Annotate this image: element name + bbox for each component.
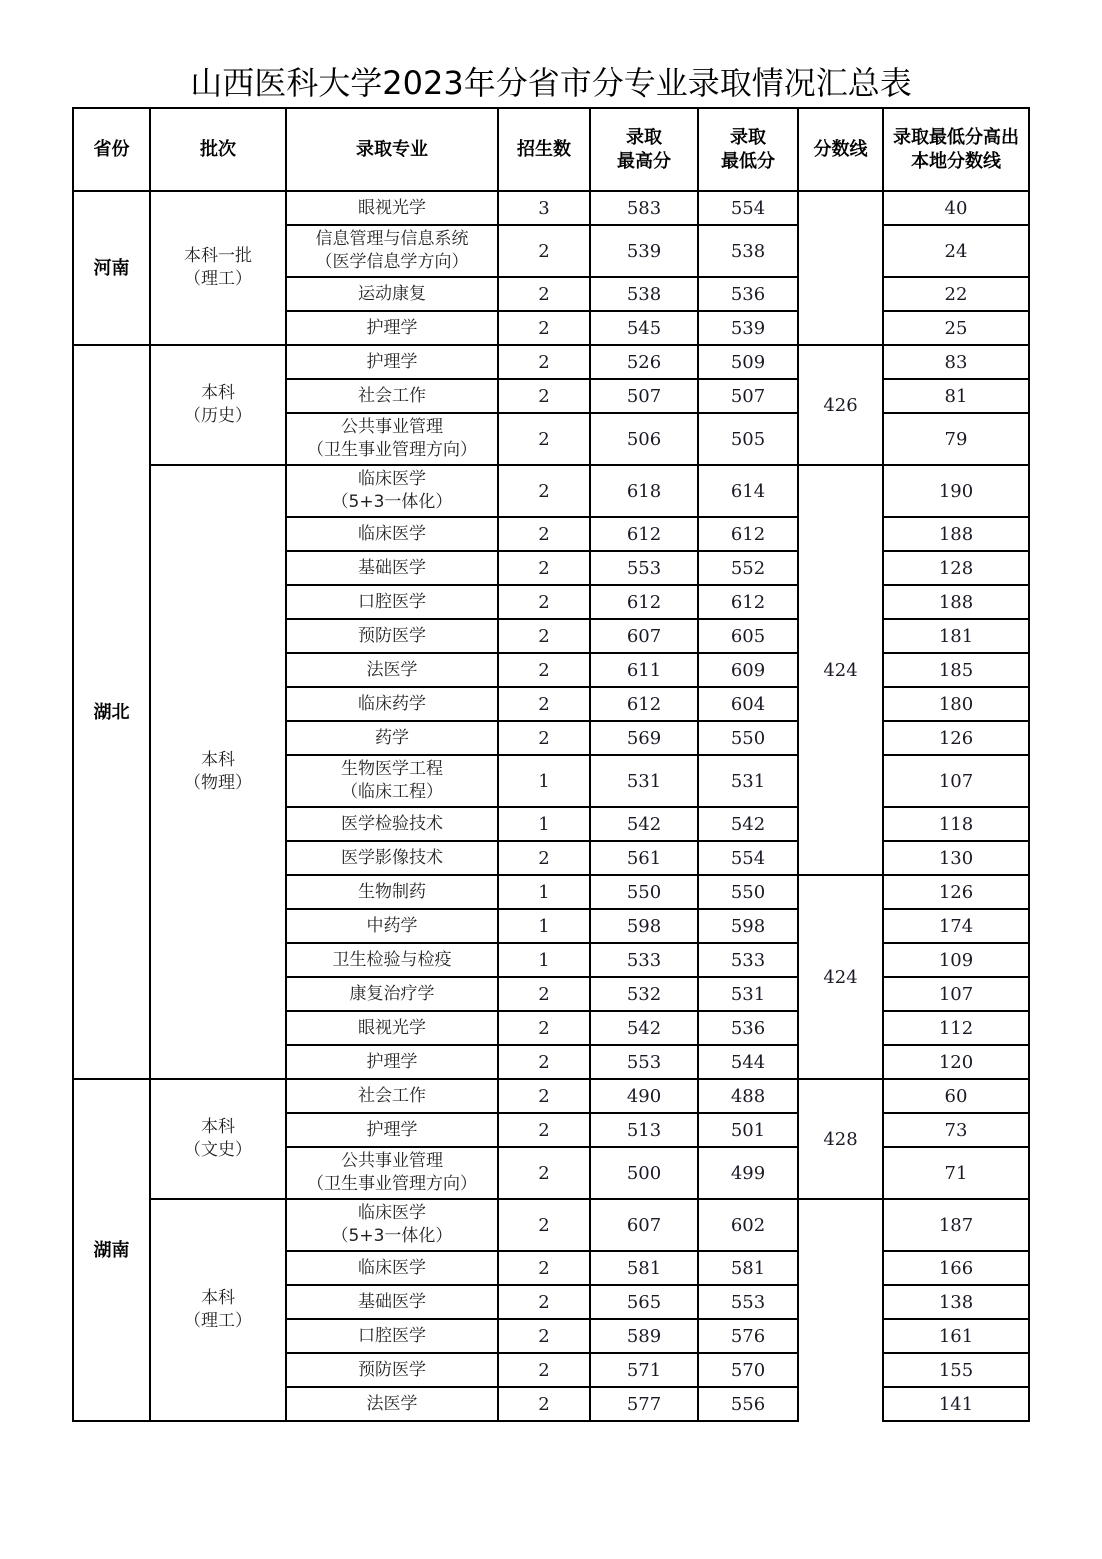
line-2: （理工）: [184, 269, 252, 289]
min-score-cell: 554: [698, 191, 798, 225]
quota-cell: 2: [498, 721, 590, 755]
quota-cell: 2: [498, 551, 590, 585]
max-score-cell: 513: [590, 1113, 698, 1147]
max-score-cell: 531: [590, 755, 698, 807]
quota-cell: 2: [498, 517, 590, 551]
above-cutoff-cell: 107: [883, 755, 1029, 807]
min-score-cell: 531: [698, 977, 798, 1011]
batch-cell: [150, 1079, 286, 1199]
above-cutoff-cell: 109: [883, 943, 1029, 977]
line-1: 本科一批: [184, 246, 252, 266]
line-2: （历史）: [184, 406, 252, 426]
line-1: 临床医学: [358, 469, 426, 489]
max-score-cell: 500: [590, 1147, 698, 1199]
cutoff-cell: 424: [798, 465, 883, 875]
major-cell: 护理学: [286, 1045, 498, 1079]
quota-cell: 2: [498, 841, 590, 875]
above-cutoff-cell: 128: [883, 551, 1029, 585]
max-score-cell: 507: [590, 379, 698, 413]
max-score-cell: 550: [590, 875, 698, 909]
quota-cell: 3: [498, 191, 590, 225]
header-above-cutoff: 录取最低分高出 本地分数线: [883, 108, 1029, 191]
above-cutoff-cell: 22: [883, 277, 1029, 311]
major-cell: 法医学: [286, 1387, 498, 1421]
major-cell: 法医学: [286, 653, 498, 687]
min-score-cell: 488: [698, 1079, 798, 1113]
major-cell: 临床医学: [286, 517, 498, 551]
major-cell: 医学检验技术: [286, 807, 498, 841]
line-1: 本科: [201, 750, 235, 770]
above-cutoff-cell: 166: [883, 1251, 1029, 1285]
major-cell: 预防医学: [286, 1353, 498, 1387]
table-row: [73, 465, 1029, 517]
major-cell: 运动康复: [286, 277, 498, 311]
min-score-cell: 552: [698, 551, 798, 585]
min-score-cell: 499: [698, 1147, 798, 1199]
major-cell: 临床医学: [286, 1251, 498, 1285]
line-1: 本科: [201, 1117, 235, 1137]
above-cutoff-cell: 130: [883, 841, 1029, 875]
above-cutoff-cell: 107: [883, 977, 1029, 1011]
header-min-score: 录取 最低分: [698, 108, 798, 191]
batch-cell: [150, 1199, 286, 1421]
max-score-cell: 569: [590, 721, 698, 755]
header-cutoff: 分数线: [798, 108, 883, 191]
max-score-cell: 506: [590, 413, 698, 465]
max-score-cell: 545: [590, 311, 698, 345]
header-quota: 招生数: [498, 108, 590, 191]
province-cell: 湖南: [73, 1079, 150, 1421]
quota-cell: 2: [498, 1011, 590, 1045]
line-2: （5+3一体化）: [331, 492, 453, 512]
above-cutoff-cell: 60: [883, 1079, 1029, 1113]
min-score-cell: 602: [698, 1199, 798, 1251]
min-score-cell: 507: [698, 379, 798, 413]
table-row: [73, 1199, 1029, 1251]
above-cutoff-cell: 161: [883, 1319, 1029, 1353]
quota-cell: 2: [498, 1113, 590, 1147]
min-score-cell: 556: [698, 1387, 798, 1421]
above-cutoff-cell: 180: [883, 687, 1029, 721]
major-cell: 预防医学: [286, 619, 498, 653]
min-score-cell: 505: [698, 413, 798, 465]
quota-cell: 1: [498, 943, 590, 977]
quota-cell: 2: [498, 277, 590, 311]
max-score-cell: 598: [590, 909, 698, 943]
above-cutoff-cell: 155: [883, 1353, 1029, 1387]
min-score-cell: 544: [698, 1045, 798, 1079]
quota-cell: 2: [498, 1387, 590, 1421]
batch-cell: [150, 191, 286, 345]
quota-cell: 2: [498, 977, 590, 1011]
above-cutoff-cell: 112: [883, 1011, 1029, 1045]
quota-cell: 1: [498, 909, 590, 943]
above-cutoff-cell: 25: [883, 311, 1029, 345]
above-cutoff-cell: 83: [883, 345, 1029, 379]
min-score-cell: 550: [698, 875, 798, 909]
max-score-cell: 490: [590, 1079, 698, 1113]
max-score-cell: 533: [590, 943, 698, 977]
above-cutoff-cell: 174: [883, 909, 1029, 943]
above-cutoff-cell: 81: [883, 379, 1029, 413]
above-cutoff-cell: 79: [883, 413, 1029, 465]
quota-cell: 1: [498, 807, 590, 841]
line-1: 本科: [201, 383, 235, 403]
batch-cell: [150, 345, 286, 465]
quota-cell: 2: [498, 379, 590, 413]
max-score-cell: 553: [590, 551, 698, 585]
line-1: 本科: [201, 1288, 235, 1308]
header-max-score: 录取 最高分: [590, 108, 698, 191]
max-score-cell: 612: [590, 517, 698, 551]
line-2: （5+3一体化）: [331, 1226, 453, 1246]
above-cutoff-cell: 190: [883, 465, 1029, 517]
quota-cell: 2: [498, 687, 590, 721]
major-cell: 康复治疗学: [286, 977, 498, 1011]
quota-cell: 2: [498, 1147, 590, 1199]
line-1: 信息管理与信息系统: [315, 229, 469, 249]
line-1: 公共事业管理: [341, 1151, 443, 1171]
quota-cell: 2: [498, 619, 590, 653]
major-cell: 社会工作: [286, 379, 498, 413]
batch-cell: [150, 465, 286, 1079]
major-cell: 生物制药: [286, 875, 498, 909]
major-cell: [286, 755, 498, 807]
major-cell: 医学影像技术: [286, 841, 498, 875]
major-cell: [286, 413, 498, 465]
quota-cell: 2: [498, 1285, 590, 1319]
header-major: 录取专业: [286, 108, 498, 191]
quota-cell: 2: [498, 653, 590, 687]
quota-cell: 2: [498, 585, 590, 619]
max-score-cell: 607: [590, 1199, 698, 1251]
line-2: （理工）: [184, 1311, 252, 1331]
max-score-cell: 611: [590, 653, 698, 687]
province-cell: 湖北: [73, 345, 150, 1079]
major-cell: 社会工作: [286, 1079, 498, 1113]
min-score-cell: 501: [698, 1113, 798, 1147]
line-1: 生物医学工程: [341, 759, 443, 779]
above-cutoff-cell: 24: [883, 225, 1029, 277]
max-score-cell: 571: [590, 1353, 698, 1387]
line-2: （文史）: [184, 1140, 252, 1160]
major-cell: [286, 1199, 498, 1251]
min-score-cell: 570: [698, 1353, 798, 1387]
above-cutoff-cell: 138: [883, 1285, 1029, 1319]
max-score-cell: 542: [590, 1011, 698, 1045]
header-row: [73, 108, 1029, 191]
line-2: （卫生事业管理方向）: [307, 440, 477, 460]
min-score-cell: 604: [698, 687, 798, 721]
major-cell: 眼视光学: [286, 1011, 498, 1045]
major-cell: 中药学: [286, 909, 498, 943]
min-score-cell: 554: [698, 841, 798, 875]
min-score-cell: 581: [698, 1251, 798, 1285]
major-cell: 临床药学: [286, 687, 498, 721]
admission-table: [72, 107, 1030, 1422]
major-cell: 口腔医学: [286, 585, 498, 619]
major-cell: 药学: [286, 721, 498, 755]
quota-cell: 2: [498, 1353, 590, 1387]
max-score-cell: 589: [590, 1319, 698, 1353]
quota-cell: 2: [498, 1251, 590, 1285]
max-score-cell: 612: [590, 687, 698, 721]
above-cutoff-cell: 118: [883, 807, 1029, 841]
max-score-cell: 565: [590, 1285, 698, 1319]
province-cell: 河南: [73, 191, 150, 345]
min-score-cell: 509: [698, 345, 798, 379]
line-1: 公共事业管理: [341, 417, 443, 437]
min-score-cell: 538: [698, 225, 798, 277]
max-score-cell: 577: [590, 1387, 698, 1421]
table-row: [73, 191, 1029, 225]
quota-cell: 1: [498, 755, 590, 807]
quota-cell: 2: [498, 1079, 590, 1113]
table-row: [73, 345, 1029, 379]
max-score-cell: 561: [590, 841, 698, 875]
max-score-cell: 612: [590, 585, 698, 619]
quota-cell: 2: [498, 225, 590, 277]
line-2: （医学信息学方向）: [315, 252, 469, 272]
min-score-cell: 609: [698, 653, 798, 687]
header-province: 省份: [73, 108, 150, 191]
above-cutoff-cell: 126: [883, 721, 1029, 755]
max-score-cell: 532: [590, 977, 698, 1011]
min-score-cell: 536: [698, 277, 798, 311]
major-cell: 卫生检验与检疫: [286, 943, 498, 977]
above-cutoff-cell: 141: [883, 1387, 1029, 1421]
header-batch: 批次: [150, 108, 286, 191]
above-cutoff-cell: 73: [883, 1113, 1029, 1147]
major-cell: 眼视光学: [286, 191, 498, 225]
quota-cell: 2: [498, 1045, 590, 1079]
cutoff-cell: 428: [798, 1079, 883, 1199]
quota-cell: 2: [498, 465, 590, 517]
page-title: 山西医科大学2023年分省市分专业录取情况汇总表: [190, 64, 912, 102]
max-score-cell: 542: [590, 807, 698, 841]
max-score-cell: 607: [590, 619, 698, 653]
max-score-cell: 618: [590, 465, 698, 517]
above-cutoff-cell: 181: [883, 619, 1029, 653]
line-2: （卫生事业管理方向）: [307, 1174, 477, 1194]
above-cutoff-cell: 188: [883, 585, 1029, 619]
min-score-cell: 542: [698, 807, 798, 841]
cutoff-cell: [798, 191, 883, 345]
min-score-cell: 605: [698, 619, 798, 653]
max-score-cell: 553: [590, 1045, 698, 1079]
min-score-cell: 550: [698, 721, 798, 755]
above-cutoff-cell: 40: [883, 191, 1029, 225]
min-score-cell: 531: [698, 755, 798, 807]
line-2: （临床工程）: [341, 782, 443, 802]
above-cutoff-cell: 185: [883, 653, 1029, 687]
min-score-cell: 612: [698, 585, 798, 619]
major-cell: [286, 465, 498, 517]
max-score-cell: 526: [590, 345, 698, 379]
min-score-cell: 612: [698, 517, 798, 551]
min-score-cell: 614: [698, 465, 798, 517]
quota-cell: 2: [498, 1199, 590, 1251]
major-cell: [286, 225, 498, 277]
quota-cell: 2: [498, 413, 590, 465]
major-cell: [286, 1147, 498, 1199]
major-cell: 基础医学: [286, 1285, 498, 1319]
major-cell: 基础医学: [286, 551, 498, 585]
min-score-cell: 598: [698, 909, 798, 943]
above-cutoff-cell: 188: [883, 517, 1029, 551]
max-score-cell: 581: [590, 1251, 698, 1285]
major-cell: 口腔医学: [286, 1319, 498, 1353]
cutoff-cell: 426: [798, 345, 883, 465]
min-score-cell: 536: [698, 1011, 798, 1045]
min-score-cell: 539: [698, 311, 798, 345]
line-2: （物理）: [184, 773, 252, 793]
major-cell: 护理学: [286, 1113, 498, 1147]
quota-cell: 2: [498, 311, 590, 345]
cutoff-cell: [798, 1199, 883, 1421]
quota-cell: 2: [498, 345, 590, 379]
min-score-cell: 553: [698, 1285, 798, 1319]
table-row: [73, 1079, 1029, 1113]
quota-cell: 2: [498, 1319, 590, 1353]
above-cutoff-cell: 120: [883, 1045, 1029, 1079]
major-cell: 护理学: [286, 345, 498, 379]
max-score-cell: 583: [590, 191, 698, 225]
quota-cell: 1: [498, 875, 590, 909]
above-cutoff-cell: 71: [883, 1147, 1029, 1199]
line-1: 临床医学: [358, 1203, 426, 1223]
min-score-cell: 576: [698, 1319, 798, 1353]
max-score-cell: 538: [590, 277, 698, 311]
major-cell: 护理学: [286, 311, 498, 345]
cutoff-cell: 424: [798, 875, 883, 1079]
above-cutoff-cell: 126: [883, 875, 1029, 909]
min-score-cell: 533: [698, 943, 798, 977]
table-body: [73, 191, 1029, 1421]
max-score-cell: 539: [590, 225, 698, 277]
above-cutoff-cell: 187: [883, 1199, 1029, 1251]
